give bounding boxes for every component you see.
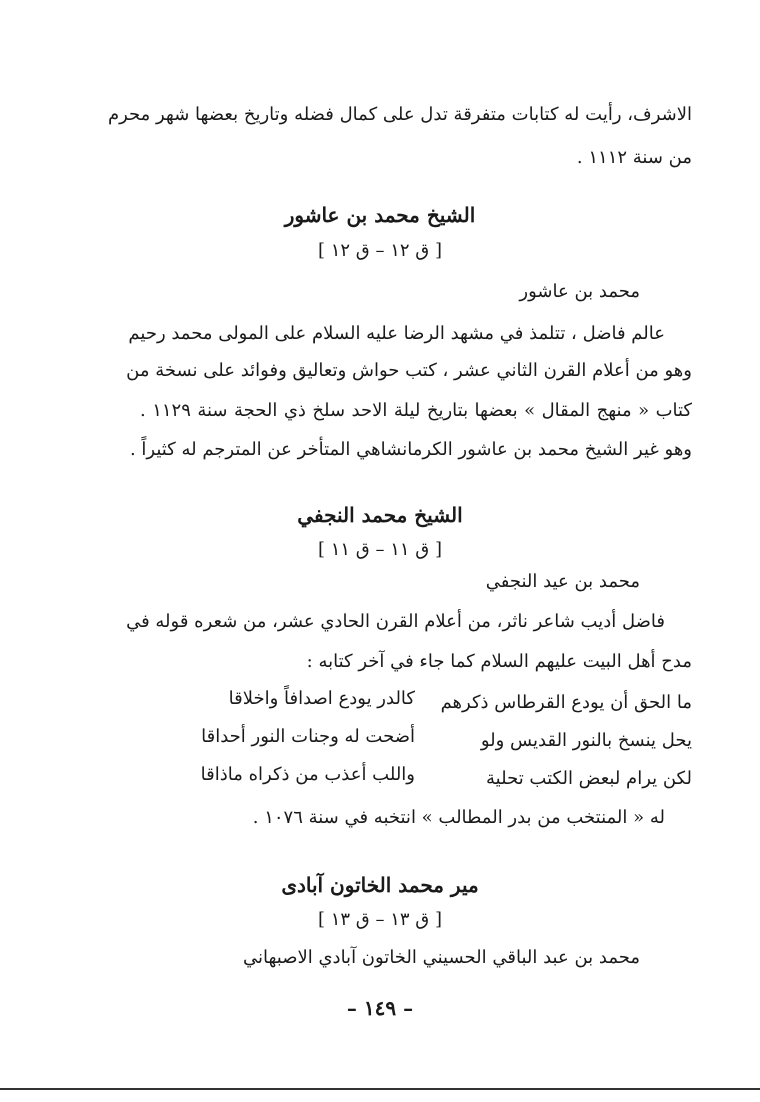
footer-divider (0, 1088, 760, 1090)
entry-name-najafi: محمد بن عيد النجفي (485, 571, 640, 592)
entry-range-ibn-ashur: [ ق ١٢ – ق ١٢ ] (317, 240, 442, 261)
entry-paragraph-line: كتاب « منهج المقال » بعضها بتاريخ ليلة الاحد سلخ ذي الحجة سنة ١١٢٩ . (140, 400, 692, 421)
entry-closing-line: له « المنتخب من بدر المطالب » انتخبه في سنة ١٠٧٦ . (252, 807, 665, 828)
entry-name-khatunabadi: محمد بن عبد الباقي الحسيني الخاتون آبادي الاصبهاني (242, 947, 640, 968)
verse-hemistich-second: كالدر يودع اصدافاً واخلاقا (228, 688, 415, 709)
intro-line-2: من سنة ١١١٢ . (576, 147, 692, 168)
entry-paragraph-line: وهو من أعلام القرن الثاني عشر ، كتب حواش وتعاليق وفوائد على نسخة من (126, 360, 692, 381)
verse-hemistich-second: أضحت له وجنات النور أحداقا (201, 726, 415, 747)
entry-paragraph-line: فاضل أديب شاعر ناثر، من أعلام القرن الحادي عشر، من شعره قوله في (126, 611, 665, 632)
entry-paragraph-line: وهو غير الشيخ محمد بن عاشور الكرمانشاهي المتأخر عن المترجم له كثيراً . (129, 439, 692, 460)
verse-hemistich-second: واللب أعذب من ذكراه ماذاقا (200, 764, 415, 785)
entry-paragraph-line: مدح أهل البيت عليهم السلام كما جاء في آخر كتابه : (306, 651, 692, 672)
verse-hemistich-first: ما الحق أن يودع القرطاس ذكرهم (440, 692, 692, 713)
entry-title-najafi: الشيخ محمد النجفي (297, 503, 463, 527)
verse-hemistich-first: لكن يرام لبعض الكتب تحلية (486, 768, 692, 789)
entry-title-ibn-ashur: الشيخ محمد بن عاشور (284, 203, 476, 227)
intro-line-1: الاشرف، رأيت له كتابات متفرقة تدل على كمال فضله وتاريخ بعضها شهر محرم (107, 104, 692, 125)
verse-hemistich-first: يحل ينسخ بالنور القديس ولو (480, 730, 692, 751)
page-number: – ١٤٩ – (346, 996, 414, 1020)
entry-title-khatunabadi: مير محمد الخاتون آبادى (281, 873, 479, 897)
entry-range-najafi: [ ق ١١ – ق ١١ ] (317, 539, 442, 560)
entry-name-ibn-ashur: محمد بن عاشور (519, 281, 640, 302)
entry-paragraph-line: عالم فاضل ، تتلمذ في مشهد الرضا عليه السلام على المولى محمد رحيم (128, 323, 665, 344)
entry-range-khatunabadi: [ ق ١٣ – ق ١٣ ] (317, 909, 442, 930)
